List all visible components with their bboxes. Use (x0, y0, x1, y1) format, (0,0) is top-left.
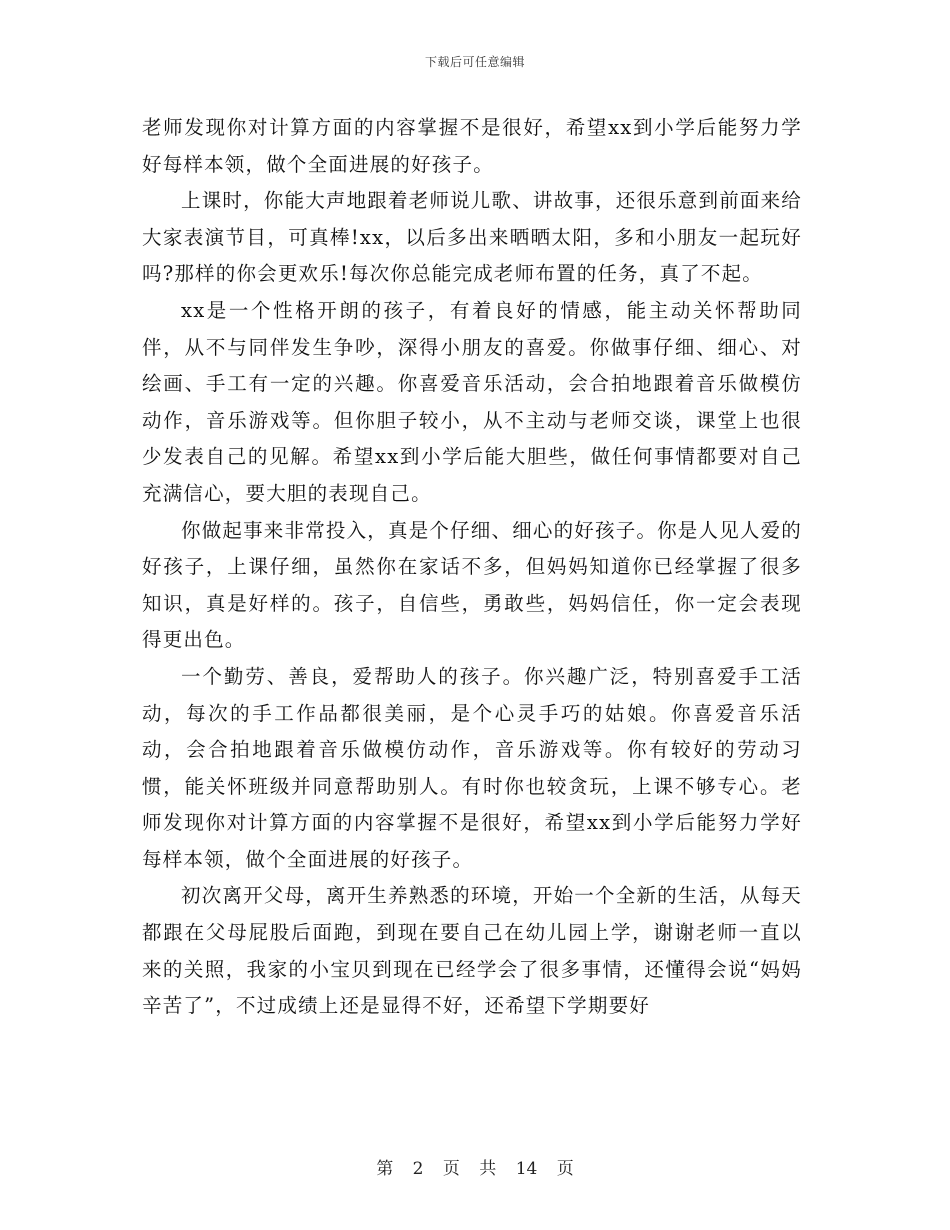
page-footer (0, 1154, 950, 1179)
paragraph-4: 你做起事来非常投入，真是个仔细、细心的好孩子。你是人见人爱的好孩子，上课仔细，虽然你在家话不多，但妈妈知道你已经掌握了很多知识，真是好样的。孩子，自信些，勇敢些，妈妈信任，你一定会表现得更出色。 (142, 518, 803, 652)
page-header: 下载后可任意编辑 (424, 55, 525, 69)
footer-middle-1: 页 (442, 1159, 460, 1179)
footer-prefix: 第 (376, 1159, 394, 1179)
paragraph-5: 一个勤劳、善良，爱帮助人的孩子。你兴趣广泛，特别喜爱手工活动，每次的手工作品都很美丽，是个心灵手巧的姑娘。你喜爱音乐活动，会合拍地跟着音乐做模仿动作，音乐游戏等。你有较好的劳动习惯，能关怀班级并同意帮助别人。有时你也较贪玩，上课不够专心。老师发现你对计算方面的内容掌握不是很好，希望xx到小学后能努力学好每样本领，做个全面进展的好孩子。 (142, 664, 802, 871)
paragraph-2: 上课时，你能大声地跟着老师说儿歌、讲故事，还很乐意到前面来给大家表演节目，可真棒!xx，以后多出来晒晒太阳，多和小朋友一起玩好吗?那样的你会更欢乐!每次你总能完成老师布置的任务，真了不起。 (142, 189, 803, 286)
paragraph-3: xx是一个性格开朗的孩子，有着良好的情感，能主动关怀帮助同伴，从不与同伴发生争吵，深得小朋友的喜爱。你做事仔细、细心、对绘画、手工有一定的兴趣。你喜爱音乐活动，会合拍地跟着音乐做模仿动作，音乐游戏等。但你胆子较小，从不主动与老师交谈，课堂上也很少发表自己的见解。希望xx到小学后能大胆些，做任何事情都要对自己充满信心，要大胆的表现自己。 (142, 298, 802, 505)
footer-suffix: 页 (556, 1159, 574, 1179)
footer-total-pages: 14 (515, 1159, 538, 1179)
paragraph-6: 初次离开父母，离开生养熟悉的环境，开始一个全新的生活，从每天都跟在父母屁股后面跑，到现在要自己在幼儿园上学，谢谢老师一直以来的关照，我家的小宝贝到现在已经学会了很多事情，还懂得会说“妈妈辛苦了”，不过成绩上还是显得不好，还希望下学期要好 (142, 884, 803, 1018)
footer-current-page: 2 (412, 1159, 424, 1179)
paragraph-1: 老师发现你对计算方面的内容掌握不是很好，希望xx到小学后能努力学好每样本领，做个全面进展的好孩子。 (142, 116, 802, 176)
document-body (142, 110, 802, 1025)
footer-middle-2: 共 (479, 1159, 497, 1179)
